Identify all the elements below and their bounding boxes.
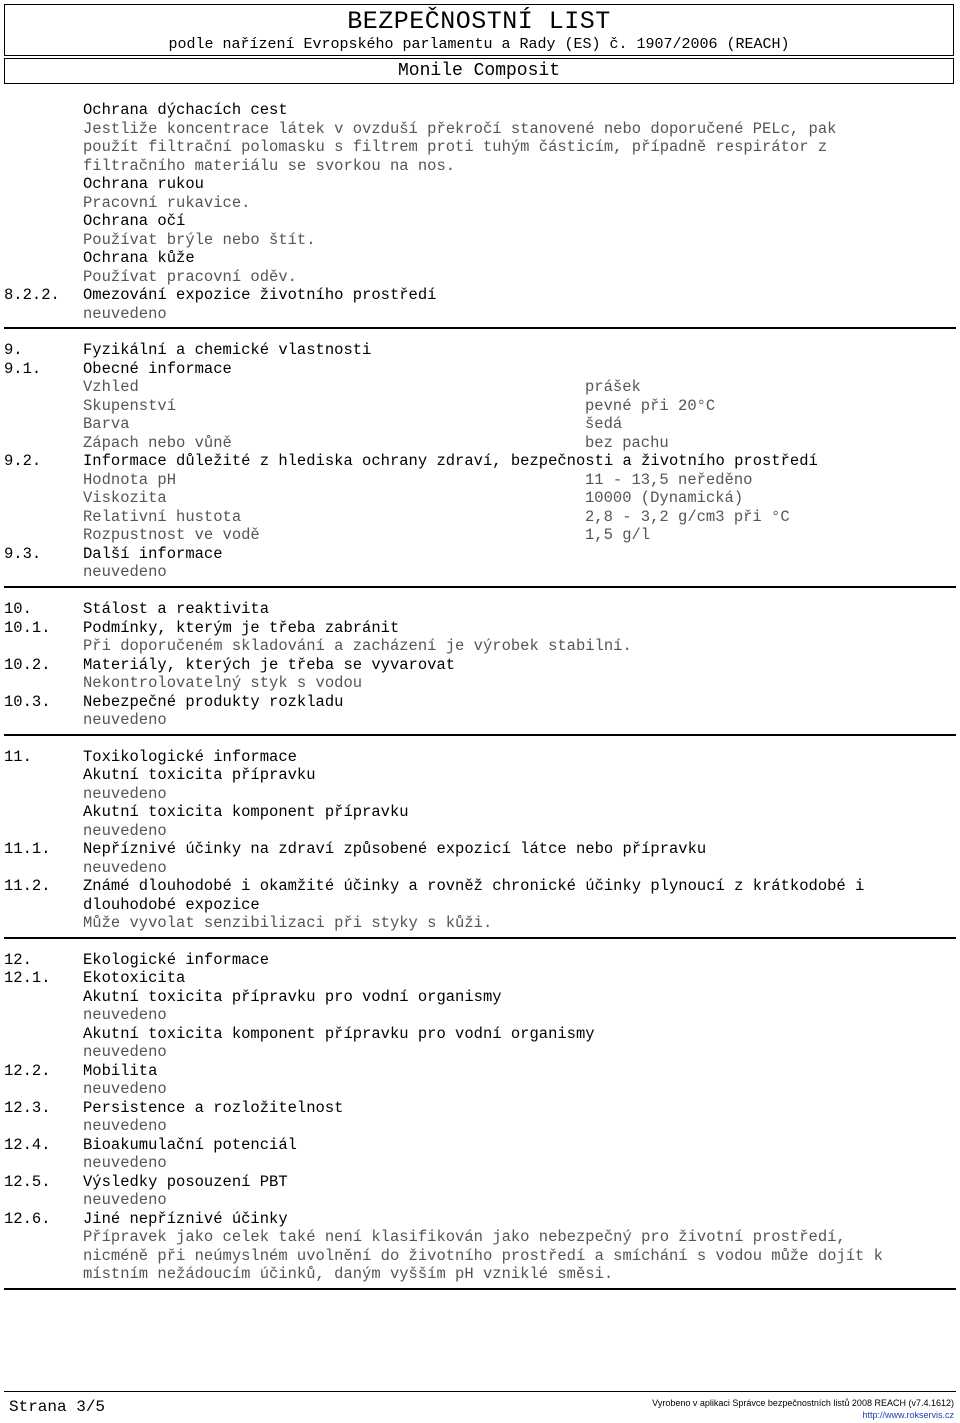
env-heading: Omezování expozice životního prostředí bbox=[83, 286, 437, 304]
property-label: Viskozita bbox=[83, 489, 167, 507]
other-effects-text: nicméně při neúmyslném uvolnění do životního prostředí a smíchání s vodou může dojít k bbox=[83, 1247, 883, 1265]
component-toxicity-heading: Akutní toxicita komponent přípravku bbox=[83, 803, 409, 821]
property-label: Relativní hustota bbox=[83, 508, 242, 526]
product-name: Monile Composit bbox=[4, 58, 954, 84]
section-divider bbox=[4, 1288, 956, 1290]
section-number: 12.2. bbox=[4, 1062, 51, 1080]
section-number: 12.3. bbox=[4, 1099, 51, 1117]
chronic-effects-text: Může vyvolat senzibilizaci při styky s kůži. bbox=[83, 914, 493, 932]
pbt-heading: Výsledky posouzení PBT bbox=[83, 1173, 288, 1191]
footer-divider bbox=[4, 1391, 956, 1392]
eyes-text: Používat brýle nebo štít. bbox=[83, 231, 316, 249]
conditions-text: Při doporučeném skladování a zacházení je výrobek stabilní. bbox=[83, 637, 632, 655]
section-10-heading: Stálost a reaktivita bbox=[83, 600, 270, 618]
property-row bbox=[0, 526, 960, 545]
ecotoxicity-heading: Ekotoxicita bbox=[83, 969, 186, 987]
section-divider bbox=[4, 327, 956, 329]
aquatic-component-text: neuvedeno bbox=[83, 1043, 167, 1061]
aquatic-toxicity-text: neuvedeno bbox=[83, 1006, 167, 1024]
page-number: Strana 3/5 bbox=[9, 1398, 106, 1416]
section-number: 10.2. bbox=[4, 656, 51, 674]
section-number: 12.6. bbox=[4, 1210, 51, 1228]
acute-toxicity-text: neuvedeno bbox=[83, 785, 167, 803]
materials-text: Nekontrolovatelný styk s vodou bbox=[83, 674, 363, 692]
section-9-heading: Fyzikální a chemické vlastnosti bbox=[83, 341, 372, 359]
component-toxicity-text: neuvedeno bbox=[83, 822, 167, 840]
property-value: 10000 (Dynamická) bbox=[585, 489, 744, 507]
persistence-text: neuvedeno bbox=[83, 1117, 167, 1135]
property-row bbox=[0, 489, 960, 508]
document-header bbox=[4, 4, 954, 56]
respiratory-heading: Ochrana dýchacích cest bbox=[83, 101, 288, 119]
section-number: 9.2. bbox=[4, 452, 42, 470]
decomposition-text: neuvedeno bbox=[83, 711, 167, 729]
safety-info-heading: Informace důležité z hlediska ochrany zdraví, bezpečnosti a životního prostředí bbox=[83, 452, 818, 470]
property-value: 11 - 13,5 neředěno bbox=[585, 471, 753, 489]
section-divider bbox=[4, 734, 956, 736]
mobility-text: neuvedeno bbox=[83, 1080, 167, 1098]
conditions-heading: Podmínky, kterým je třeba zabránit bbox=[83, 619, 400, 637]
decomposition-heading: Nebezpečné produkty rozkladu bbox=[83, 693, 344, 711]
mobility-heading: Mobilita bbox=[83, 1062, 158, 1080]
section-number: 12. bbox=[4, 951, 32, 969]
producer-link[interactable]: http://www.rokservis.cz bbox=[862, 1410, 954, 1420]
section-divider bbox=[4, 586, 956, 588]
producer-note bbox=[652, 1397, 954, 1421]
bioaccumulation-text: neuvedeno bbox=[83, 1154, 167, 1172]
section-number: 12.5. bbox=[4, 1173, 51, 1191]
section-number: 9.3. bbox=[4, 545, 42, 563]
section-12-heading: Ekologické informace bbox=[83, 951, 270, 969]
section-divider bbox=[4, 937, 956, 939]
aquatic-component-heading: Akutní toxicita komponent přípravku pro vodní organismy bbox=[83, 1025, 595, 1043]
respiratory-text: filtračního materiálu se svorkou na nos. bbox=[83, 157, 456, 175]
section-number: 11.1. bbox=[4, 840, 51, 858]
property-value: 1,5 g/l bbox=[585, 526, 651, 544]
property-value: pevné při 20°C bbox=[585, 397, 716, 415]
section-number: 10. bbox=[4, 600, 32, 618]
property-label: Barva bbox=[83, 415, 130, 433]
property-label: Skupenství bbox=[83, 397, 177, 415]
section-number: 12.4. bbox=[4, 1136, 51, 1154]
section-number: 11.2. bbox=[4, 877, 51, 895]
other-effects-heading: Jiné nepříznivé účinky bbox=[83, 1210, 288, 1228]
hands-text: Pracovní rukavice. bbox=[83, 194, 251, 212]
section-number: 9. bbox=[4, 341, 23, 359]
skin-heading: Ochrana kůže bbox=[83, 249, 195, 267]
section-11-heading: Toxikologické informace bbox=[83, 748, 297, 766]
other-info-text: neuvedeno bbox=[83, 563, 167, 581]
other-info-heading: Další informace bbox=[83, 545, 223, 563]
materials-heading: Materiály, kterých je třeba se vyvarovat bbox=[83, 656, 456, 674]
health-effects-text: neuvedeno bbox=[83, 859, 167, 877]
skin-text: Používat pracovní oděv. bbox=[83, 268, 297, 286]
health-effects-heading: Nepříznivé účinky na zdraví způsobené expozicí látce nebo přípravku bbox=[83, 840, 707, 858]
section-number: 11. bbox=[4, 748, 32, 766]
property-row bbox=[0, 378, 960, 397]
other-effects-text: místním nežádoucím účinků, daným vyšším pH vzniklé směsi. bbox=[83, 1265, 614, 1283]
section-number: 12.1. bbox=[4, 969, 51, 987]
chronic-effects-heading: dlouhodobé expozice bbox=[83, 896, 260, 914]
section-number: 8.2.2. bbox=[4, 286, 60, 304]
document-title: BEZPEČNOSTNÍ LIST bbox=[347, 7, 611, 36]
property-value: šedá bbox=[585, 415, 623, 433]
respiratory-text: použít filtrační polomasku s filtrem proti tuhým částicím, případně respirátor z bbox=[83, 138, 828, 156]
other-effects-text: Přípravek jako celek také není klasifikován jako nebezpečný pro životní prostředí, bbox=[83, 1228, 846, 1246]
env-text: neuvedeno bbox=[83, 305, 167, 323]
aquatic-toxicity-heading: Akutní toxicita přípravku pro vodní organismy bbox=[83, 988, 502, 1006]
property-row bbox=[0, 508, 960, 527]
property-label: Vzhled bbox=[83, 378, 139, 396]
property-label: Rozpustnost ve vodě bbox=[83, 526, 260, 544]
property-label: Hodnota pH bbox=[83, 471, 177, 489]
property-row bbox=[0, 415, 960, 434]
section-number: 9.1. bbox=[4, 360, 42, 378]
producer-text: Vyrobeno v aplikaci Správce bezpečnostních listů 2008 REACH (v7.4.1612) bbox=[652, 1398, 954, 1408]
property-row bbox=[0, 434, 960, 453]
persistence-heading: Persistence a rozložitelnost bbox=[83, 1099, 344, 1117]
acute-toxicity-heading: Akutní toxicita přípravku bbox=[83, 766, 316, 784]
section-number: 10.3. bbox=[4, 693, 51, 711]
chronic-effects-heading: Známé dlouhodobé i okamžité účinky a rovněž chronické účinky plynoucí z krátkodobé i bbox=[83, 877, 865, 895]
property-value: 2,8 - 3,2 g/cm3 při °C bbox=[585, 508, 790, 526]
general-info-heading: Obecné informace bbox=[83, 360, 232, 378]
document-subtitle: podle nařízení Evropského parlamentu a Rady (ES) č. 1907/2006 (REACH) bbox=[168, 36, 790, 53]
property-row bbox=[0, 397, 960, 416]
pbt-text: neuvedeno bbox=[83, 1191, 167, 1209]
property-row bbox=[0, 471, 960, 490]
property-value: prášek bbox=[585, 378, 641, 396]
property-label: Zápach nebo vůně bbox=[83, 434, 232, 452]
bioaccumulation-heading: Bioakumulační potenciál bbox=[83, 1136, 297, 1154]
respiratory-text: Jestliže koncentrace látek v ovzduší překročí stanovené nebo doporučené PELc, pak bbox=[83, 120, 837, 138]
section-number: 10.1. bbox=[4, 619, 51, 637]
property-value: bez pachu bbox=[585, 434, 669, 452]
hands-heading: Ochrana rukou bbox=[83, 175, 204, 193]
eyes-heading: Ochrana očí bbox=[83, 212, 186, 230]
